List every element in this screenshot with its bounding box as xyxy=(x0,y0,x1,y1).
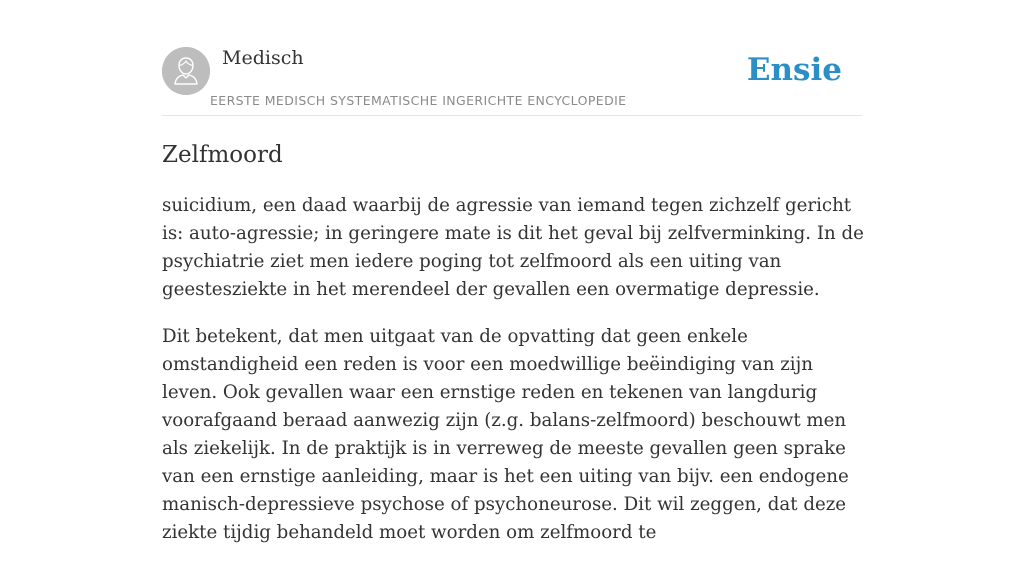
page-container xyxy=(162,0,864,543)
page-title: Zelfmoord xyxy=(162,142,283,168)
header xyxy=(162,0,862,116)
avatar[interactable] xyxy=(162,47,210,95)
author-name[interactable]: Medisch xyxy=(222,47,304,69)
encyclopedia-subtitle: EERSTE MEDISCH SYSTEMATISCHE INGERICHTE ENCYCLOPEDIE xyxy=(210,93,627,108)
article-paragraph: suicidium, een daad waarbij de agressie van iemand tegen zichzelf gericht is: auto-agressie; in geringere mate is dit het geval bij zelfverminking. In de psychiatrie ziet men iedere poging tot zelfmoord als een uiting van geestesziekte in het merendeel der gevallen een overmatige depressie. xyxy=(162,195,864,300)
brand-logo[interactable]: Ensie xyxy=(746,52,842,88)
article-body xyxy=(162,192,872,566)
article-paragraph: Dit betekent, dat men uitgaat van de opvatting dat geen enkele omstandigheid een reden is voor een moedwillige beëindiging van zijn leven. Ook gevallen waar een ernstige reden en tekenen van langdurig voorafgaand beraad aanwezig zijn (z.g. balans-zelfmoord) beschouwt men als ziekelijk. In de praktijk is in verreweg de meeste gevallen geen sprake van een ernstige aanleiding, maar is het een uiting van bijv. een endogene manisch-depressieve psychose of psychoneurose. Dit wil zeggen, dat deze ziekte tijdig behandeld moet worden om zelfmoord te xyxy=(162,326,849,543)
user-silhouette-icon xyxy=(162,47,210,95)
